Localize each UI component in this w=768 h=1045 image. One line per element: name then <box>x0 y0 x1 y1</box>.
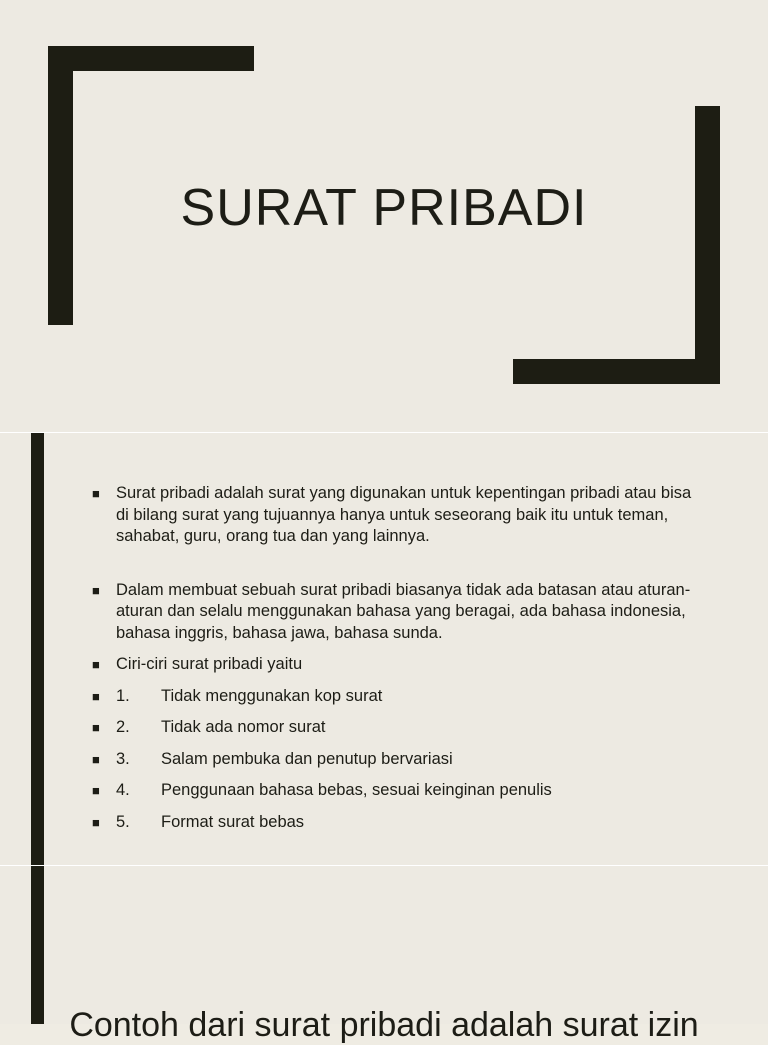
list-item: ■ Surat pribadi adalah surat yang digunakan untuk kepentingan pribadi atau bisa di bilang surat yang tujuannya hanya untuk seseorang baik itu untuk teman, sahabat, guru, orang tua dan yang lainnya. <box>92 484 692 545</box>
numbered-item: ■ 5. Format surat bebas <box>92 812 692 834</box>
square-bullet-icon: ■ <box>92 814 100 830</box>
square-bullet-icon: ■ <box>92 582 100 598</box>
corner-frame-bottom-right-vertical <box>695 106 720 384</box>
numbered-item: ■ 1. Tidak menggunakan kop surat <box>92 686 692 708</box>
numbered-item: ■ 4. Penggunaan bahasa bebas, sesuai keinginan penulis <box>92 780 692 802</box>
numbered-item: ■ 3. Salam pembuka dan penutup bervariasi <box>92 749 692 771</box>
example-slide <box>0 866 768 1044</box>
corner-frame-bottom-right-horizontal <box>513 359 720 384</box>
slide-title: SURAT PRIBADI <box>180 179 588 237</box>
left-accent-bar <box>31 866 44 1024</box>
square-bullet-icon: ■ <box>92 657 100 672</box>
left-accent-bar <box>31 433 44 865</box>
square-bullet-icon: ■ <box>92 720 100 735</box>
bullet-list <box>92 483 692 833</box>
list-item: ■ Ciri-ciri surat pribadi yaitu <box>92 654 692 676</box>
slide-heading: Contoh dari surat pribadi adalah surat izin <box>69 1006 699 1044</box>
content-slide <box>0 433 768 865</box>
numbered-item: ■ 2. Tidak ada nomor surat <box>92 717 692 739</box>
square-bullet-icon: ■ <box>92 783 100 798</box>
square-bullet-icon: ■ <box>92 486 100 501</box>
corner-frame-top-left-horizontal <box>48 46 254 71</box>
title-slide <box>0 0 768 432</box>
list-item: ■ Dalam membuat sebuah surat pribadi biasanya tidak ada batasan atau aturan-aturan dan selalu menggunakan bahasa yang beragai, ada bahasa indonesia, bahasa inggris, bahasa jawa, bahasa sunda. <box>92 580 691 642</box>
square-bullet-icon: ■ <box>92 751 100 767</box>
square-bullet-icon: ■ <box>92 688 100 704</box>
